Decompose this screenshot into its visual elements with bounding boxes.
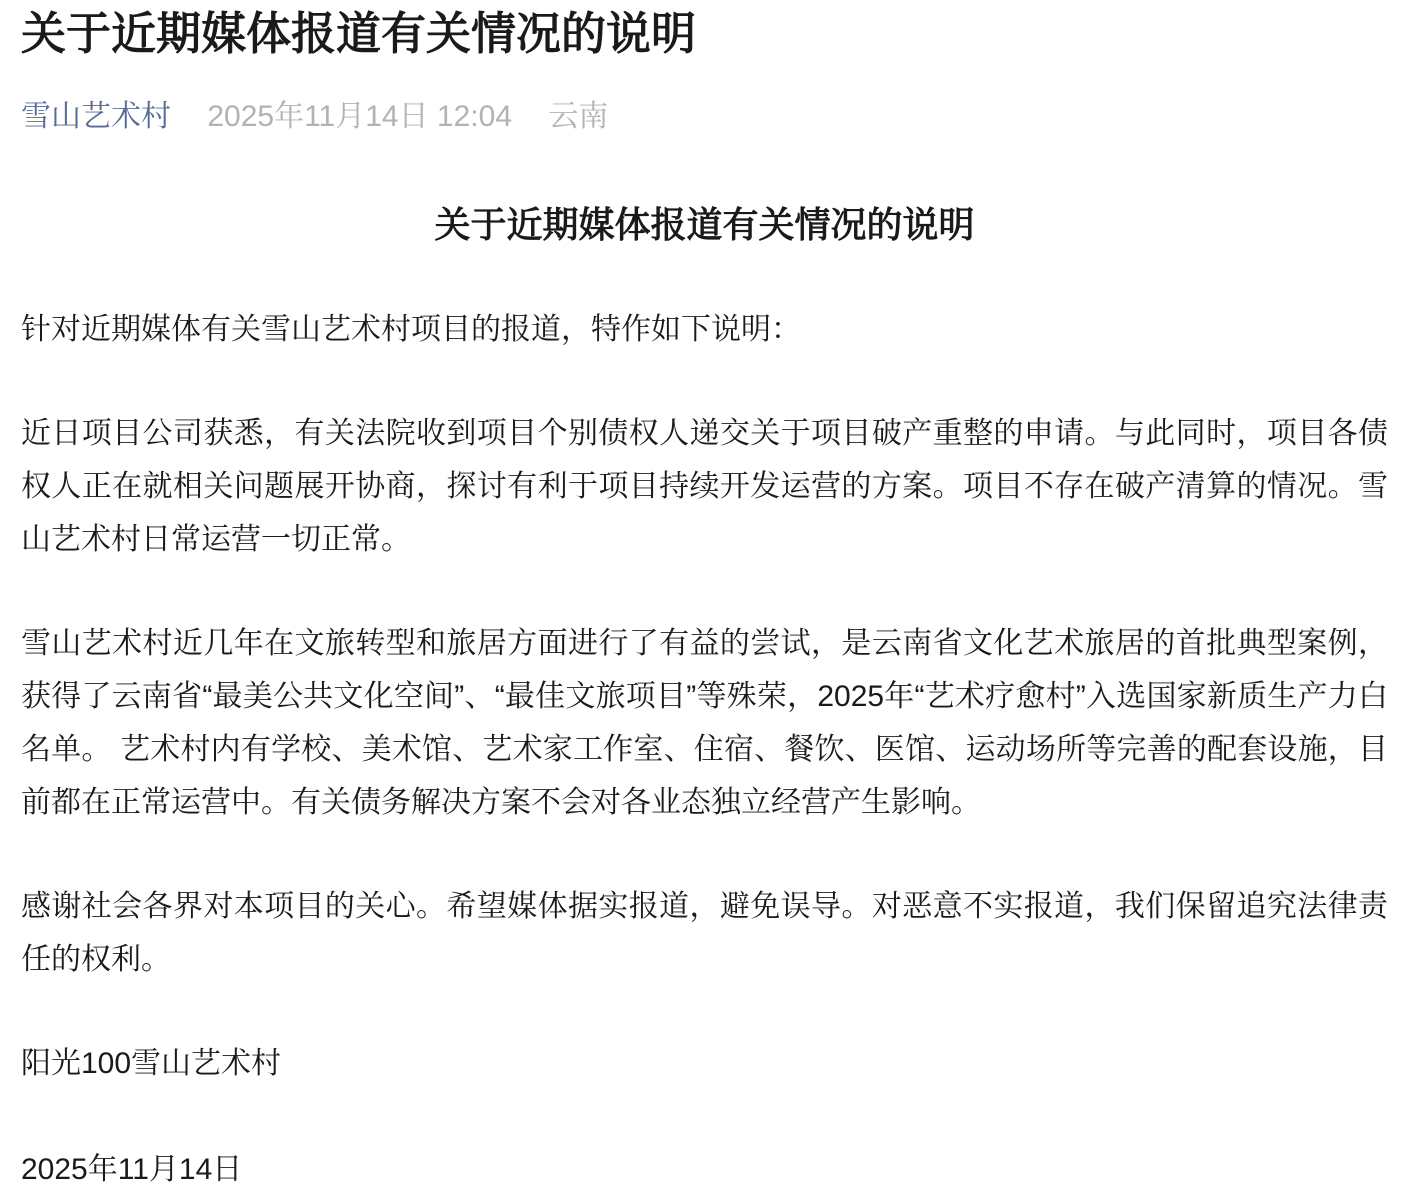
article-body <box>21 199 1388 1196</box>
paragraph-restructuring-statement: 近日项目公司获悉，有关法院收到项目个别债权人递交关于项目破产重整的申请。与此同时，项目各债权人正在就相关问题展开协商，探讨有利于项目持续开发运营的方案。项目不存在破产清算的情况。雪山艺术村日常运营一切正常。 <box>21 417 1388 556</box>
article-heading: 关于近期媒体报道有关情况的说明 <box>434 204 975 245</box>
page-title: 关于近期媒体报道有关情况的说明 <box>21 8 697 59</box>
paragraph-thanks-and-legal: 感谢社会各界对本项目的关心。希望媒体据实报道，避免误导。对恶意不实报道，我们保留追究法律责任的权利。 <box>21 890 1388 976</box>
paragraph-project-achievements: 雪山艺术村近几年在文旅转型和旅居方面进行了有益的尝试，是云南省文化艺术旅居的首批典型案例，获得了云南省“最美公共文化空间”、“最佳文旅项目”等殊荣，2025年“艺术疗愈村”入选国家新质生产力白名单。 艺术村内有学校、美术馆、艺术家工作室、住宿、餐饮、医馆、运动场所等完善的配套设施，目前都在正常运营中。有关债务解决方案不会对各业态独立经营产生影响。 <box>21 627 1388 819</box>
publish-region: 云南 <box>548 100 609 133</box>
publish-datetime: 2025年11月14日 12:04 <box>207 100 513 133</box>
account-link[interactable]: 雪山艺术村 <box>21 100 171 133</box>
article-date: 2025年11月14日 <box>21 1153 243 1186</box>
article-meta <box>21 97 1388 137</box>
signature: 阳光100雪山艺术村 <box>21 1047 282 1080</box>
paragraph-intro: 针对近期媒体有关雪山艺术村项目的报道，特作如下说明： <box>21 313 801 346</box>
